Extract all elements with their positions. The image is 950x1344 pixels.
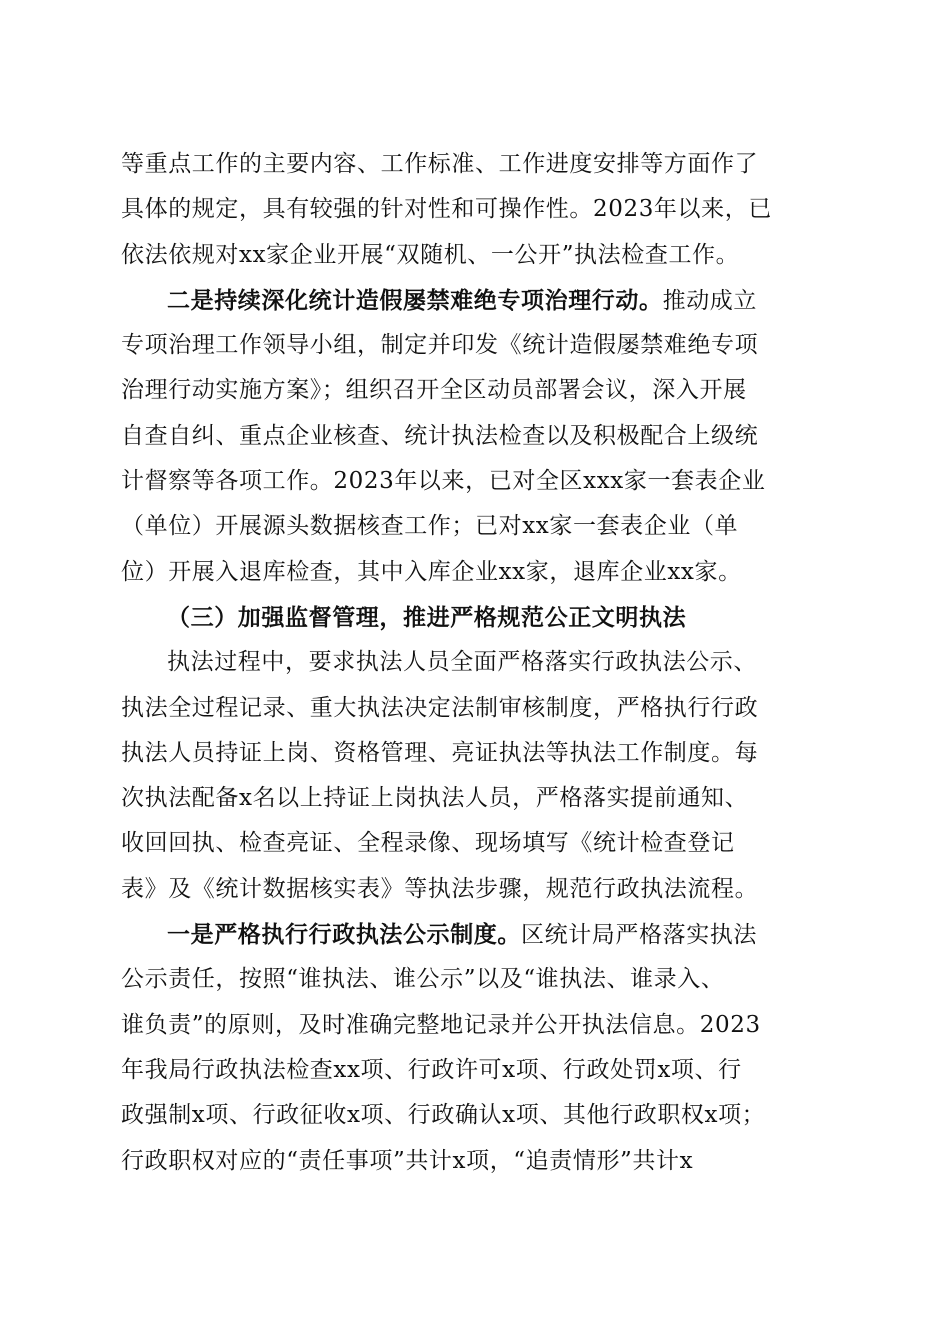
text-line: 行政职权对应的“责任事项”共计x项，“追责情形”共计x (121, 1147, 694, 1174)
text-line: 谁负责”的原则，及时准确完整地记录并公开执法信息。2023 (121, 1011, 761, 1038)
text-line: （单位）开展源头数据核查工作；已对xx家一套表企业（单 (121, 513, 739, 540)
text-line: 执法全过程记录、重大执法决定法制审核制度，严格执行行政 (121, 694, 759, 721)
text-line: 执法过程中，要求执法人员全面严格落实行政执法公示、 (167, 649, 757, 676)
text-line: 具体的规定，具有较强的针对性和可操作性。2023年以来，已 (121, 196, 772, 223)
text-line: 年我局行政执法检查xx项、行政许可x项、行政处罚x项、行 (121, 1056, 742, 1083)
text-line: 公示责任，按照“谁执法、谁公示”以及“谁执法、谁录入、 (121, 966, 725, 993)
paragraph-line-text: 区统计局严格落实执法 (521, 922, 757, 949)
text-line: 计督察等各项工作。2023年以来，已对全区xxx家一套表企业 (121, 468, 766, 495)
document-body (121, 142, 831, 1184)
text-line: 治理行动实施方案》；组织召开全区动员部署会议，深入开展 (121, 377, 747, 404)
section-heading: （三）加强监督管理，推进严格规范公正文明执法 (167, 603, 687, 631)
paragraph-line-text: 推动成立 (662, 287, 758, 314)
text-line: 依法依规对xx家企业开展“双随机、一公开”执法检查工作。 (121, 241, 740, 268)
text-line: 执法人员持证上岗、资格管理、亮证执法等执法工作制度。每 (121, 739, 759, 766)
text-line: 收回回执、检查亮证、全程录像、现场填写《统计检查登记 (121, 830, 735, 857)
paragraph-lead-phrase: 一是严格执行行政执法公示制度。 (167, 921, 521, 949)
text-line: 等重点工作的主要内容、工作标准、工作进度安排等方面作了 (121, 151, 759, 177)
text-line: 自查自纠、重点企业核查、统计执法检查以及积极配合上级统 (121, 422, 759, 449)
text-line: 次执法配备x名以上持证上岗执法人员，严格落实提前通知、 (121, 785, 749, 812)
text-line: 位）开展入退库检查，其中入库企业xx家，退库企业xx家。 (121, 558, 742, 585)
text-line: 专项治理工作领导小组，制定并印发《统计造假屡禁难绝专项 (121, 332, 759, 359)
paragraph-first-line (121, 278, 831, 323)
paragraph-lead-phrase: 二是持续深化统计造假屡禁难绝专项治理行动。 (167, 286, 663, 314)
text-line: 政强制x项、行政征收x项、行政确认x项、其他行政职权x项； (121, 1102, 766, 1129)
paragraph-first-line (121, 912, 831, 957)
text-line: 表》及《统计数据核实表》等执法步骤，规范行政执法流程。 (121, 875, 759, 902)
